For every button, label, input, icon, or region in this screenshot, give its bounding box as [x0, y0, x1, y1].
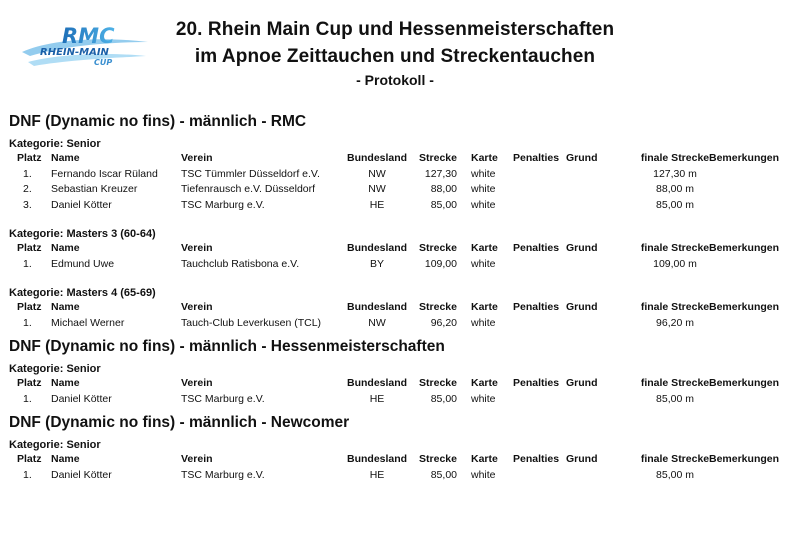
table-header-row: [9, 452, 789, 468]
cell-bundesland: NW: [368, 183, 386, 195]
cell-platz: 1.: [23, 316, 32, 329]
column-header-bundesland: Bundesland: [347, 453, 408, 465]
column-header-grund: Grund: [566, 242, 598, 254]
column-header-verein: Verein: [181, 152, 213, 164]
column-header-bemerkungen: Bemerkungen: [709, 301, 780, 313]
category-spacer: [9, 213, 789, 222]
column-header-name: Name: [51, 377, 80, 389]
cell-strecke: 85,00: [430, 198, 457, 211]
cell-verein: TSC Tümmler Düsseldorf e.V.: [181, 167, 320, 180]
cell-platz: 1.: [23, 468, 32, 481]
results-content: [9, 111, 789, 483]
column-header-strecke: Strecke: [419, 301, 457, 313]
column-header-strecke: Strecke: [419, 152, 457, 164]
cell-karte: white: [471, 183, 496, 195]
column-header-grund: Grund: [566, 301, 598, 313]
category-label: Kategorie: Masters 3 (60-64): [9, 228, 156, 240]
column-header-finale-strecke: finale Strecke: [640, 453, 710, 465]
cell-platz: 1.: [23, 167, 32, 180]
cell-bundesland: HE: [369, 468, 385, 481]
cell-karte: white: [471, 198, 496, 211]
column-header-karte: Karte: [471, 301, 498, 313]
table-row: [9, 167, 789, 183]
cell-name: Daniel Kötter: [51, 198, 112, 211]
column-header-finale-strecke: finale Strecke: [640, 152, 710, 164]
cell-bundesland: NW: [368, 316, 386, 329]
cell-final: 88,00 m: [656, 183, 694, 195]
cell-strecke: 109,00: [424, 257, 457, 270]
column-header-name: Name: [51, 453, 80, 465]
cell-strecke: 96,20: [430, 316, 457, 329]
logo-cup-text: CUP: [94, 58, 113, 67]
cell-final: 96,20 m: [656, 316, 694, 329]
cell-platz: 1.: [23, 392, 32, 405]
cell-karte: white: [471, 257, 496, 270]
column-header-karte: Karte: [471, 377, 498, 389]
title-line-1: 20. Rhein Main Cup und Hessenmeisterschaften: [175, 19, 615, 40]
logo-rhein-main-text: RHEIN-MAIN: [40, 47, 109, 58]
column-header-bundesland: Bundesland: [347, 301, 408, 313]
column-header-name: Name: [51, 152, 80, 164]
cell-name: Sebastian Kreuzer: [51, 183, 138, 195]
column-header-platz: Platz: [17, 377, 42, 389]
column-header-platz: Platz: [17, 453, 42, 465]
column-header-verein: Verein: [181, 242, 213, 254]
cell-verein: Tauch-Club Leverkusen (TCL): [181, 316, 322, 329]
column-header-finale-strecke: finale Strecke: [640, 377, 710, 389]
cell-final: 109,00 m: [653, 257, 697, 270]
cell-bundesland: HE: [369, 198, 385, 211]
cell-final: 85,00 m: [656, 468, 694, 481]
column-header-karte: Karte: [471, 453, 498, 465]
cell-verein: Tiefenrausch e.V. Düsseldorf: [181, 183, 316, 195]
table-header-row: [9, 241, 789, 257]
column-header-penalties: Penalties: [513, 152, 560, 164]
table-row: [9, 316, 789, 332]
cell-platz: 2.: [23, 183, 32, 195]
column-header-penalties: Penalties: [513, 242, 560, 254]
cell-final: 85,00 m: [656, 392, 694, 405]
table-row: [9, 182, 789, 198]
cell-karte: white: [471, 468, 496, 481]
cell-strecke: 85,00: [430, 392, 457, 405]
table-row: [9, 392, 789, 408]
cell-final: 85,00 m: [656, 198, 694, 211]
column-header-bemerkungen: Bemerkungen: [709, 377, 780, 389]
table-row: [9, 257, 789, 273]
column-header-name: Name: [51, 301, 80, 313]
cell-verein: Tauchclub Ratisbona e.V.: [181, 257, 300, 270]
column-header-penalties: Penalties: [513, 377, 560, 389]
category-spacer: [9, 272, 789, 281]
column-header-bemerkungen: Bemerkungen: [709, 242, 780, 254]
column-header-verein: Verein: [181, 377, 213, 389]
cell-strecke: 85,00: [430, 468, 457, 481]
cell-karte: white: [471, 316, 496, 329]
category-label: Kategorie: Senior: [9, 363, 101, 375]
title-line-2: im Apnoe Zeittauchen und Streckentauchen: [194, 46, 596, 67]
cell-strecke: 88,00: [430, 183, 457, 195]
section-title: DNF (Dynamic no fins) - männlich - Hessenmeisterschaften: [9, 338, 445, 355]
column-header-grund: Grund: [566, 152, 598, 164]
column-header-platz: Platz: [17, 301, 42, 313]
section-title: DNF (Dynamic no fins) - männlich - Newcomer: [9, 414, 350, 431]
category-label: Kategorie: Senior: [9, 439, 101, 451]
cell-name: Edmund Uwe: [51, 257, 115, 270]
column-header-verein: Verein: [181, 301, 213, 313]
cell-name: Daniel Kötter: [51, 392, 112, 405]
cell-name: Daniel Kötter: [51, 468, 112, 481]
cell-verein: TSC Marburg e.V.: [181, 198, 265, 211]
table-header-row: [9, 151, 789, 167]
column-header-karte: Karte: [471, 152, 498, 164]
table-header-row: [9, 300, 789, 316]
column-header-penalties: Penalties: [513, 301, 560, 313]
column-header-verein: Verein: [181, 453, 213, 465]
cell-platz: 1.: [23, 257, 32, 270]
column-header-bundesland: Bundesland: [347, 377, 408, 389]
column-header-bundesland: Bundesland: [347, 152, 408, 164]
column-header-platz: Platz: [17, 242, 42, 254]
rmc-logo: [18, 22, 152, 70]
cell-verein: TSC Marburg e.V.: [181, 392, 265, 405]
column-header-strecke: Strecke: [419, 377, 457, 389]
cell-strecke: 127,30: [424, 167, 457, 180]
cell-bundesland: BY: [369, 257, 384, 270]
logo-rmc-text: RMC: [62, 24, 115, 48]
cell-karte: white: [471, 167, 496, 180]
document-header: [170, 16, 620, 90]
column-header-bundesland: Bundesland: [347, 242, 408, 254]
column-header-bemerkungen: Bemerkungen: [709, 453, 780, 465]
cell-platz: 3.: [23, 198, 32, 211]
table-header-row: [9, 376, 789, 392]
cell-bundesland: NW: [368, 167, 386, 180]
cell-bundesland: HE: [369, 392, 385, 405]
column-header-strecke: Strecke: [419, 453, 457, 465]
section-title: DNF (Dynamic no fins) - männlich - RMC: [9, 113, 307, 130]
column-header-platz: Platz: [17, 152, 42, 164]
category-label: Kategorie: Masters 4 (65-69): [9, 287, 156, 299]
cell-karte: white: [471, 392, 496, 405]
cell-name: Fernando Iscar Rüland: [51, 167, 158, 180]
cell-final: 127,30 m: [653, 167, 697, 180]
cell-verein: TSC Marburg e.V.: [181, 468, 265, 481]
column-header-strecke: Strecke: [419, 242, 457, 254]
column-header-penalties: Penalties: [513, 453, 560, 465]
category-label: Kategorie: Senior: [9, 138, 101, 150]
column-header-finale-strecke: finale Strecke: [640, 242, 710, 254]
column-header-bemerkungen: Bemerkungen: [709, 152, 780, 164]
column-header-grund: Grund: [566, 453, 598, 465]
cell-name: Michael Werner: [51, 316, 125, 329]
column-header-finale-strecke: finale Strecke: [640, 301, 710, 313]
subtitle: - Protokoll -: [356, 72, 434, 88]
column-header-karte: Karte: [471, 242, 498, 254]
rmc-logo-graphic: [18, 22, 152, 70]
column-header-name: Name: [51, 242, 80, 254]
column-header-grund: Grund: [566, 377, 598, 389]
table-row: [9, 198, 789, 214]
table-row: [9, 468, 789, 484]
